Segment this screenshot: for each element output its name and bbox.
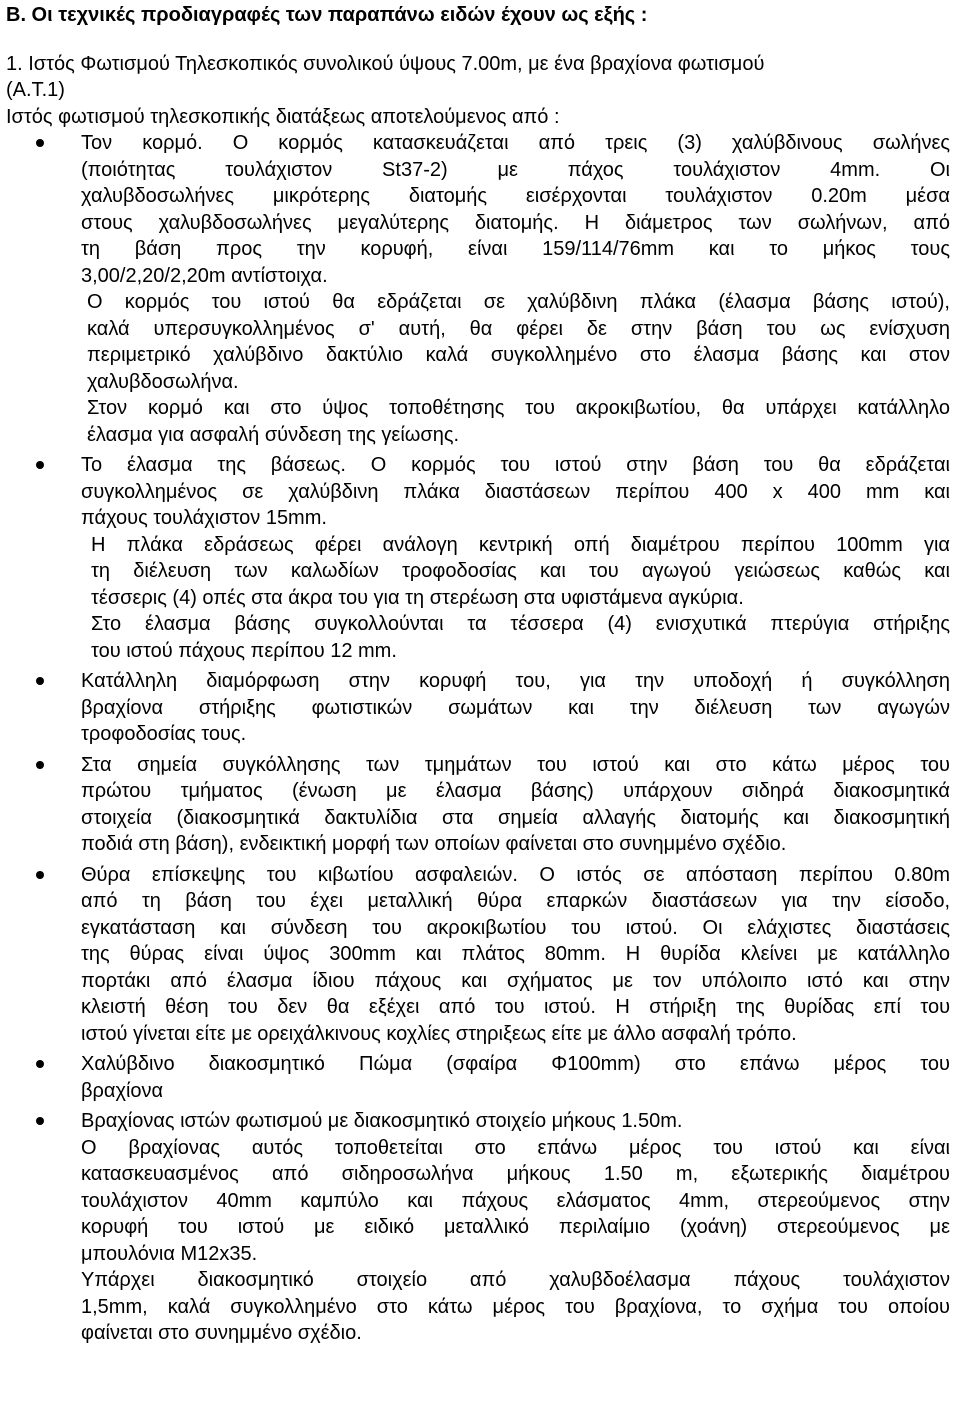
text-line: Στο έλασμα βάσης συγκολλούνται τα τέσσερα (4) ενισχυτικά πτερύγια στήριξης (91, 613, 950, 635)
bullet-dot-icon (36, 677, 44, 685)
text-line: τη διέλευση των καλωδίων τροφοδοσίας και του αγωγού γειώσεως καθώς και (91, 560, 950, 582)
item-1-title-line-1: 1. Ιστός Φωτισμού Τηλεσκοπικός συνολικού ύψους 7.00m, με ένα βραχίονα φωτισμού (6, 52, 765, 75)
bullet-dot-icon (36, 761, 44, 769)
spec-bullet-item (6, 668, 950, 748)
spec-bullet-item (6, 1108, 950, 1347)
text-line: τροφοδοσίας τους. (81, 723, 247, 745)
bullet-sub-paragraph (81, 532, 950, 612)
text-line: κατασκευασμένος από σιδηροσωλήνα μήκους 1.50 m, εξωτερικής διαμέτρου (81, 1163, 950, 1185)
text-line: Η πλάκα εδράσεως φέρει ανάλογη κεντρική οπή διαμέτρου περίπου 100mm για (91, 533, 950, 556)
text-line: Χαλύβδινο διακοσμητικό Πώμα (σφαίρα Φ100mm) στο επάνω μέρος του (81, 1053, 950, 1075)
text-line: τουλάχιστον 40mm καμπύλο και πάχους ελάσματος 4mm, στερεούμενος στην (81, 1189, 950, 1212)
bullet-lead-paragraph (81, 668, 950, 748)
text-line: εγκατάσταση και σύνδεση του ακροκιβωτίου του ιστού. Οι ελάχιστες διαστάσεις (81, 916, 950, 939)
text-line: Ο βραχίονας αυτός τοποθετείται στο επάνω μέρος του ιστού και είναι (81, 1136, 950, 1159)
text-line: πρώτου τμήματος (ένωση με έλασμα βάσης) υπάρχουν σιδηρά διακοσμητικά (81, 780, 950, 802)
text-line: ποδιά στη βάση), ενδεικτική μορφή των οποίων φαίνεται στο συνημμένο σχέδιο. (81, 833, 787, 855)
text-line: 3,00/2,20/2,20m αντίστοιχα. (81, 264, 328, 287)
text-line: βραχίονα (81, 1079, 164, 1102)
text-line: Ο κορμός του ιστού θα εδράζεται σε χαλύβδινη πλάκα (έλασμα βάσης ιστού), (87, 291, 950, 313)
text-line: τέσσερις (4) οπές στα άκρα του για τη στερέωση στα υφιστάμενα αγκύρια. (91, 586, 744, 609)
text-line: πορτάκι από έλασμα ίδιου πάχους και σχήματος με τον υπόλοιπο ιστό και στην (81, 969, 950, 992)
text-line: πάχους τουλάχιστον 15mm. (81, 507, 327, 529)
spec-bullet-item (6, 130, 950, 448)
text-line: χαλυβδοσωλήνα. (87, 370, 239, 393)
text-line: Βραχίονας ιστών φωτισμού με διακοσμητικό στοιχείο μήκους 1.50m. (81, 1110, 683, 1132)
text-line: Υπάρχει διακοσμητικό στοιχείο από χαλυβδοέλασμα πάχους τουλάχιστον (81, 1269, 950, 1291)
text-line: (ποιότητας τουλάχιστον St37-2) με πάχος τουλάχιστον 4mm. Οι (81, 158, 950, 181)
spec-bullet-item (6, 1051, 950, 1104)
bullet-dot-icon (36, 139, 44, 147)
text-line: της θύρας είναι ύψος 300mm και πλάτος 80mm. Η θυρίδα κλείνει με κατάλληλο (81, 943, 950, 965)
text-line: περιμετρικό χαλύβδινο δακτύλιο καλά συγκολλημένο στο έλασμα βάσης και στον (87, 344, 950, 366)
text-line: στους χαλυβδοσωλήνες μεγαλύτερης διατομής. Η διάμετρος των σωλήνων, από (81, 211, 950, 234)
spec-bullet-item (6, 752, 950, 858)
text-line: Τον κορμό. Ο κορμός κατασκευάζεται από τρεις (3) χαλύβδινους σωλήνες (81, 132, 950, 154)
spec-bullet-item (6, 452, 950, 664)
text-line: χαλυβδοσωλήνες μικρότερης διατομής εισέρχονται τουλάχιστον 0.20m μέσα (81, 185, 950, 207)
bullet-dot-icon (36, 871, 44, 879)
bullet-lead-paragraph (81, 1051, 950, 1104)
text-line: Στον κορμό και στο ύψος τοποθέτησης του ακροκιβωτίου, θα υπάρχει κατάλληλο (87, 397, 950, 419)
text-line: ιστού γίνεται είτε με ορειχάλκινους κοχλίες στηριξεως είτε με άλλο ασφαλή τρόπο. (81, 1022, 797, 1045)
bullet-lead-paragraph (81, 130, 950, 289)
bullet-sub-paragraph (81, 395, 950, 448)
text-line: στοιχεία (διακοσμητικά δακτυλίδια στα σημεία αλλαγής διατομής και διακοσμητική (81, 806, 950, 829)
bullet-lead-paragraph (81, 1108, 950, 1135)
text-line: από τη βάση του έχει μεταλλική θύρα επαρκών διαστάσεων για την είσοδο, (81, 890, 950, 912)
text-line: Το έλασμα της βάσεως. Ο κορμός του ιστού στην βάση του θα εδράζεται (81, 454, 950, 476)
text-line: βραχίονα στήριξης φωτιστικών σωμάτων και την διέλευση των αγωγών (81, 696, 950, 719)
text-line: Στα σημεία συγκόλλησης των τμημάτων του ιστού και στο κάτω μέρος του (81, 753, 950, 776)
bullet-lead-paragraph (81, 452, 950, 532)
text-line: μπουλόνια Μ12x35. (81, 1242, 258, 1265)
bullet-dot-icon (36, 1060, 44, 1068)
section-heading: B. Οι τεχνικές προδιαγραφές των παραπάνω ειδών έχουν ως εξής : (6, 4, 648, 26)
text-line: του ιστού πάχους περίπου 12 mm. (91, 639, 397, 662)
text-line: 1,5mm, καλά συγκολλημένο στο κάτω μέρος του βραχίονα, το σχήμα του οποίου (81, 1295, 950, 1318)
text-line: Κατάλληλη διαμόρφωση στην κορυφή του, για την υποδοχή ή συγκόλληση (81, 670, 950, 692)
item-1-title (6, 51, 950, 104)
text-line: Θύρα επίσκεψης του κιβωτίου ασφαλειών. Ο ιστός σε απόσταση περίπου 0.80m (81, 863, 950, 886)
bullet-lead-paragraph (81, 862, 950, 1048)
bullet-lead-paragraph (81, 752, 950, 858)
item-1-title-line-2: (Α.Τ.1) (6, 79, 65, 101)
bullet-sub-paragraph (81, 1135, 950, 1268)
text-line: καλά υπερσυγκολλημένος σ' αυτή, θα φέρει δε στην βάση του ως ενίσχυση (87, 317, 950, 340)
text-line: κλειστή θέση του δεν θα εξέχει από του ιστού. Η στήριξη της θυρίδας επί του (81, 996, 950, 1018)
item-1-intro: Ιστός φωτισμού τηλεσκοπικής διατάξεως αποτελούμενος από : (6, 105, 560, 128)
text-line: συγκολλημένος σε χαλύβδινη πλάκα διαστάσεων περίπου 400 x 400 mm και (81, 480, 950, 503)
bullet-sub-paragraph (81, 1267, 950, 1347)
bullet-dot-icon (36, 1117, 44, 1125)
text-line: κορυφή του ιστού με ειδικό μεταλλικό περιλαίμιο (χοάνη) στερεούμενος με (81, 1216, 950, 1238)
bullet-sub-paragraph (81, 289, 950, 395)
text-line: τη βάση προς την κορυφή, είναι 159/114/76mm και το μήκος τους (81, 238, 950, 260)
text-line: φαίνεται στο συνημμένο σχέδιο. (81, 1322, 362, 1344)
spec-bullet-item (6, 862, 950, 1048)
bullet-sub-paragraph (81, 611, 950, 664)
spec-bullet-list (6, 130, 950, 1347)
bullet-dot-icon (36, 461, 44, 469)
text-line: έλασμα για ασφαλή σύνδεση της γείωσης. (87, 423, 460, 446)
